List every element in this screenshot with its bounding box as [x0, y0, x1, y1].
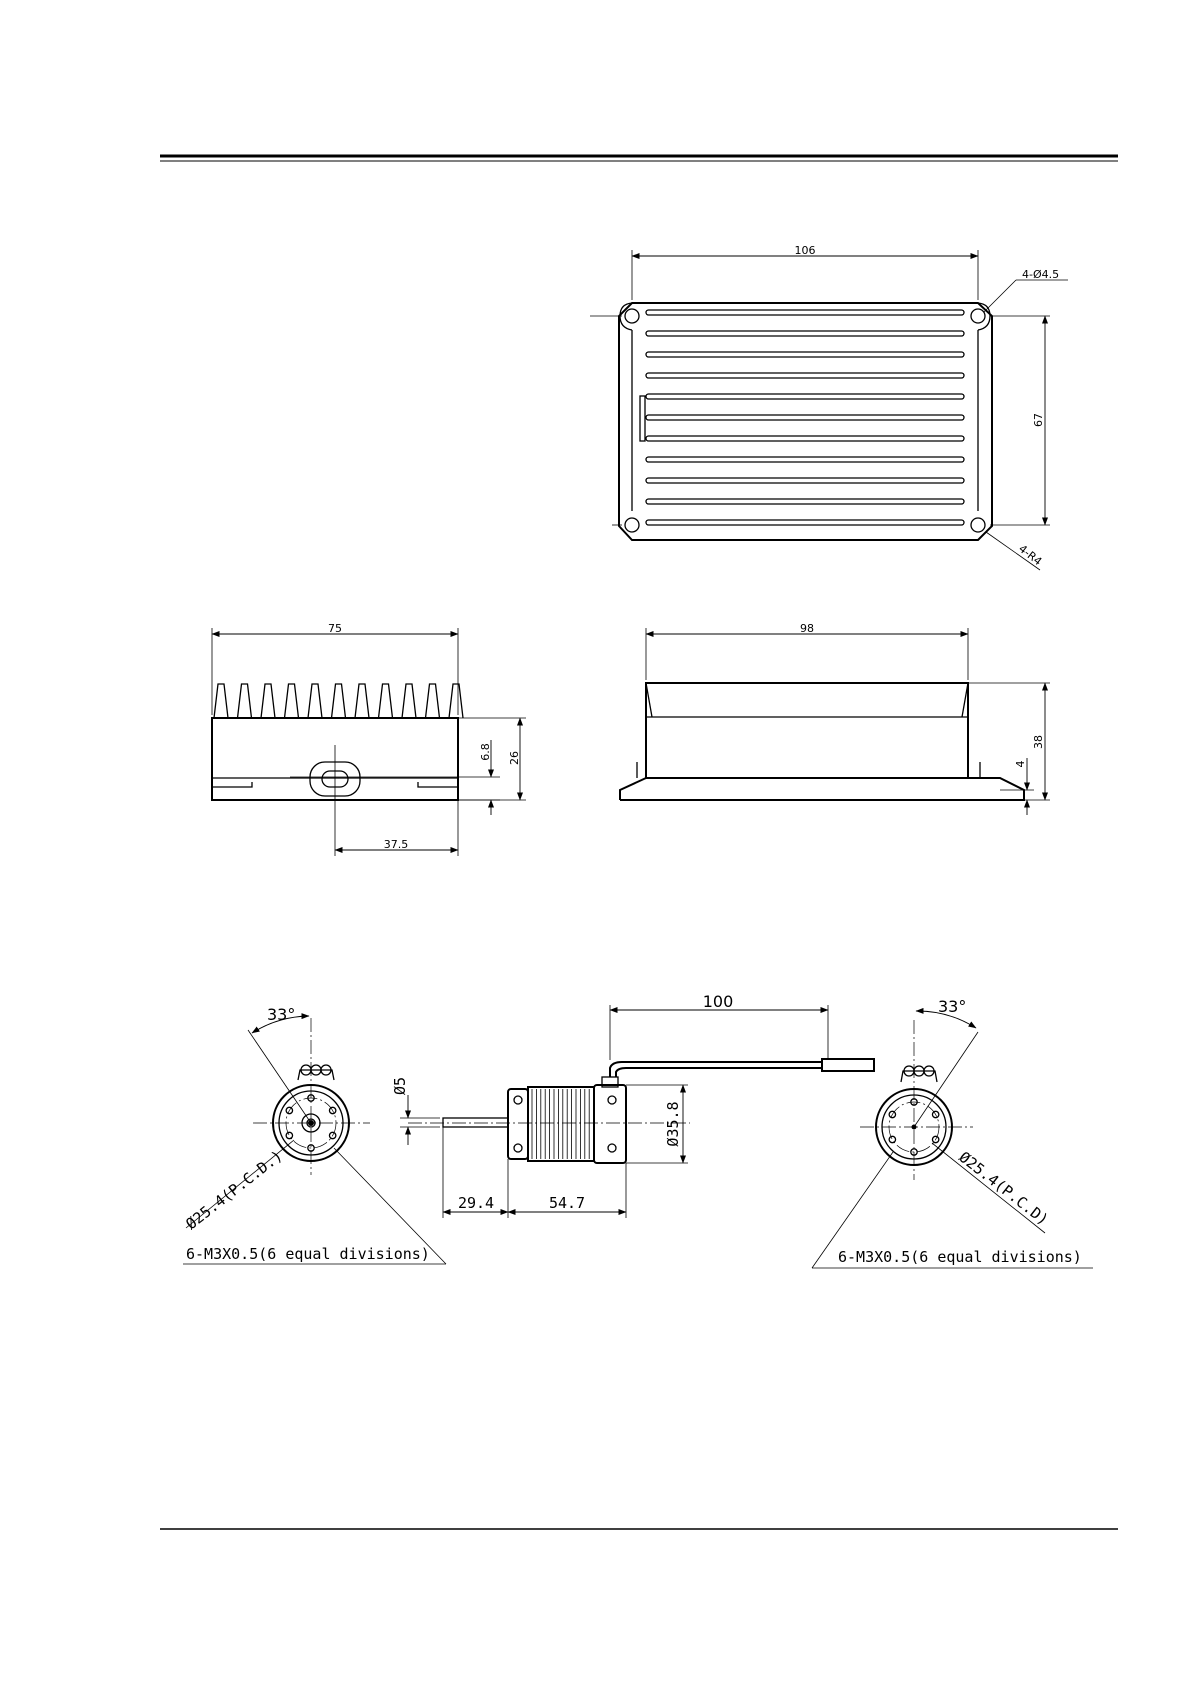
dim-body-len: 54.7 — [548, 1194, 586, 1212]
fin — [646, 499, 964, 504]
dim-shaft-dia: Ø5 — [391, 1076, 409, 1096]
motor-left-end-view — [182, 1005, 446, 1264]
dim-width-75: 75 — [328, 622, 342, 635]
fin — [214, 684, 228, 718]
fin — [646, 373, 964, 378]
fin — [646, 415, 964, 420]
angle-33: 33° — [267, 1005, 296, 1024]
fin — [646, 478, 964, 483]
esc-side-view — [212, 622, 526, 856]
dim-offset-37-5: 37.5 — [383, 838, 409, 851]
dim-width-106: 106 — [794, 244, 816, 257]
fin — [646, 436, 964, 441]
bolt-hole — [286, 1132, 292, 1138]
motor-right-end-view — [812, 997, 1093, 1268]
angle-33-right: 33° — [938, 997, 967, 1016]
dim-height-67: 67 — [1032, 413, 1045, 427]
thread-callout-right: 6-M3X0.5(6 equal divisions) — [838, 1248, 1082, 1266]
mount-hole — [625, 309, 639, 323]
fin — [646, 352, 964, 357]
fin — [355, 684, 369, 718]
thread-callout: 6-M3X0.5(6 equal divisions) — [186, 1245, 430, 1263]
dim-height-38: 38 — [1032, 735, 1045, 749]
esc-front-view — [620, 622, 1050, 815]
mount-hole — [971, 518, 985, 532]
fin — [238, 684, 252, 718]
fin — [308, 684, 322, 718]
fin — [646, 520, 964, 525]
dim-height-26: 26 — [508, 751, 521, 765]
dim-width-98: 98 — [800, 622, 814, 635]
fin — [261, 684, 275, 718]
header-rule — [160, 156, 1118, 161]
fin — [646, 394, 964, 399]
pcd-callout-right: Ø25.4(P.C.D) — [955, 1147, 1053, 1229]
dim-base-4: 4 — [1014, 760, 1027, 768]
pcd-callout: Ø25.4(P.C.D.) — [182, 1146, 286, 1234]
fin — [646, 331, 964, 336]
esc-top-view — [590, 244, 1068, 570]
fin — [646, 457, 964, 462]
fin — [285, 684, 299, 718]
dim-body-dia: Ø35.8 — [664, 1101, 682, 1147]
fin — [402, 684, 416, 718]
fin — [449, 684, 463, 718]
mount-hole — [625, 518, 639, 532]
fin — [426, 684, 440, 718]
dim-port-6-8: 6.8 — [479, 743, 492, 761]
motor-side-view — [391, 992, 874, 1218]
bolt-hole — [889, 1136, 895, 1142]
dim-shaft-len: 29.4 — [457, 1194, 495, 1212]
dim-lead-100: 100 — [702, 992, 734, 1011]
fin — [332, 684, 346, 718]
radius-callout: 4-R4 — [1016, 542, 1045, 569]
fin — [646, 310, 964, 315]
mount-hole — [971, 309, 985, 323]
fin — [379, 684, 393, 718]
hole-callout: 4-Ø4.5 — [1022, 268, 1060, 281]
